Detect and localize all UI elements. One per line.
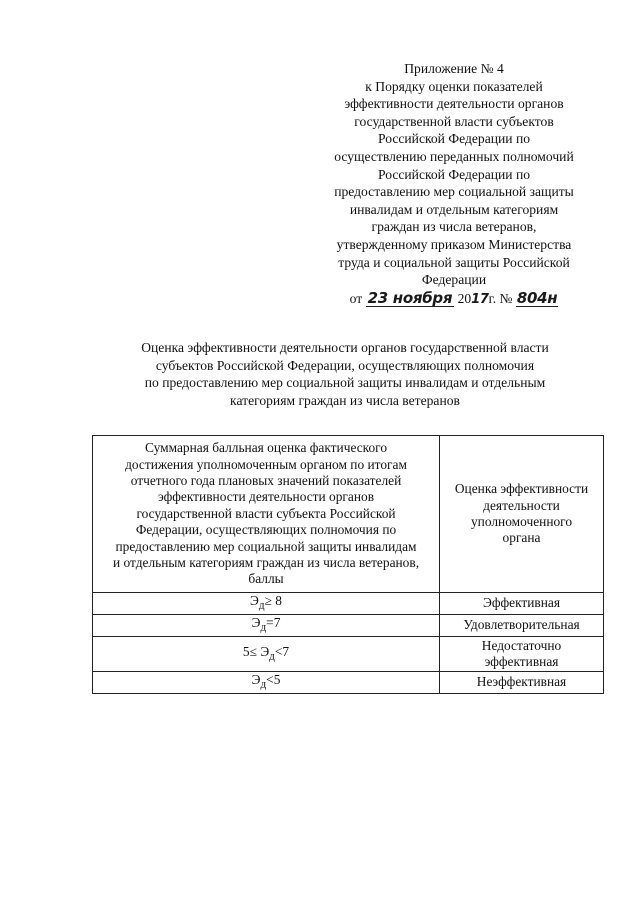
evaluation-table [92, 435, 604, 694]
appendix-text-line: инвалидам и отдельным категориям [349, 201, 559, 217]
header-score-line: отчетного года плановых значений показателей [130, 472, 402, 488]
title-line: Оценка эффективности деятельности органов государственной власти [141, 340, 549, 355]
score-symbol: Э [260, 643, 270, 659]
title-line: по предоставлению мер социальной защиты инвалидам и отдельным [144, 375, 546, 391]
rating-cell [440, 637, 604, 672]
header-rating-line: Оценка эффективности [454, 481, 589, 497]
table-header-row [93, 436, 604, 593]
score-cell [93, 637, 440, 672]
score-cell [93, 672, 440, 694]
score-subscript: д [260, 678, 267, 691]
appendix-text-line: граждан из числа ветеранов, [371, 219, 537, 235]
header-score-line: достижения уполномоченным органом по итогам [125, 456, 407, 472]
score-symbol: Э [251, 672, 261, 688]
rating-line: Недостаточно [481, 637, 562, 653]
score-condition: ≥ 8 [264, 593, 282, 608]
score-subscript: д [269, 650, 275, 663]
order-number-handwritten: 804н [516, 288, 558, 307]
header-score-line: эффективности деятельности органов [157, 489, 375, 505]
appendix-text-line: труда и социальной защиты Российской [338, 254, 570, 270]
header-rating-line: уполномоченного [470, 514, 573, 529]
header-rating-cell [440, 436, 604, 593]
header-score-line: баллы [248, 571, 284, 587]
appendix-title: Приложение № 4 [404, 61, 504, 76]
score-cell [93, 615, 440, 637]
score-subscript: д [258, 599, 265, 612]
order-date-handwritten: 23 ноября [367, 288, 453, 307]
appendix-text-line: Российской Федерации по [377, 166, 531, 182]
appendix-text-line: к Порядку оценки показателей [365, 78, 543, 94]
order-year-suffix: г. № [488, 290, 513, 306]
order-year-handwritten: 17 [471, 291, 489, 307]
table-row [93, 593, 604, 615]
rating-cell: Неэффективная [440, 672, 604, 694]
score-symbol: Э [251, 615, 261, 631]
appendix-text-line: осуществлению переданных полномочий [334, 148, 574, 164]
score-prefix: 5≤ [242, 643, 261, 659]
appendix-text-line: предоставлению мер социальной защиты [334, 184, 574, 200]
appendix-text-line: государственной власти субъектов [354, 113, 554, 129]
rating-cell: Удовлетворительная [440, 615, 604, 637]
rating-line: эффективная [484, 654, 559, 670]
header-score-line: и отдельным категориям граждан из числа ветеранов, [112, 555, 420, 571]
score-condition: =7 [266, 615, 281, 631]
header-rating-line: органа [502, 530, 541, 546]
header-score-cell [93, 436, 440, 593]
header-score-line: государственной власти субъекта Российской [136, 505, 396, 521]
document-title [100, 339, 590, 409]
appendix-text-line: эффективности деятельности органов [344, 96, 564, 112]
rating-cell: Эффективная [440, 593, 604, 615]
appendix-text-line: Федерации [421, 272, 487, 288]
order-year-prefix: 20 [457, 290, 472, 306]
score-symbol: Э [250, 593, 259, 608]
appendix-text-line: утвержденному приказом Министерства [336, 236, 572, 252]
table-row [93, 637, 604, 672]
appendix-header [305, 60, 603, 308]
order-prefix: от [349, 290, 363, 306]
header-score-line: Федерации, осуществляющих полномочия по [135, 522, 397, 538]
score-condition: <5 [266, 672, 281, 688]
header-score-line: Суммарная балльная оценка фактического [144, 440, 388, 456]
title-line: субъектов Российской Федерации, осуществляющих полномочия [155, 357, 535, 373]
score-cell [93, 593, 440, 615]
score-subscript: д [260, 621, 267, 634]
table-row [93, 615, 604, 637]
table-row [93, 672, 604, 694]
score-condition: <7 [274, 643, 290, 659]
header-score-line: предоставлению мер социальной защиты инвалидам [115, 538, 417, 554]
appendix-text-line: Российской Федерации по [377, 131, 531, 147]
header-rating-line: деятельности [483, 497, 560, 513]
title-line: категориям граждан из числа ветеранов [230, 392, 460, 408]
order-reference [305, 290, 603, 309]
